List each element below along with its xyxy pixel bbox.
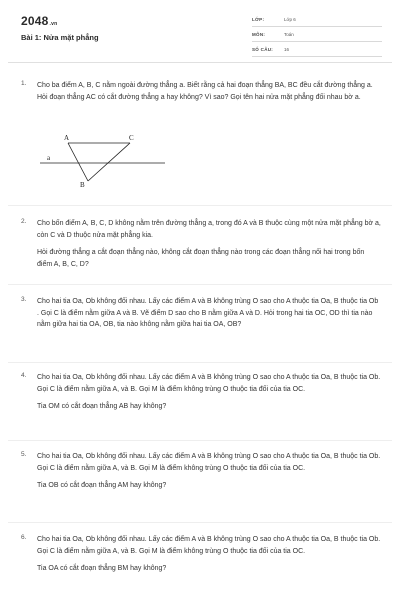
meta-info: [252, 14, 382, 59]
question-paragraph: Cho hai tia Oa, Ob không đối nhau. Lấy các điểm A và B không trùng O sao cho A thuộc tia Oa, B thuộc tia Ob. Gọi C là điểm nằm giữa A, và B. Gọi M là điểm không trùng O thuộc tia đối của tia OC.: [37, 453, 381, 472]
geometry-figure: [40, 132, 165, 194]
question-text: [37, 534, 381, 557]
question-text: [37, 80, 381, 103]
question-1: [21, 80, 381, 103]
label-C: C: [129, 134, 134, 142]
meta-row-subject: [252, 29, 382, 42]
question-6: [21, 534, 381, 575]
question-separator: [8, 284, 392, 285]
question-5: [21, 451, 381, 492]
page-header: [0, 0, 400, 68]
lesson-title: Bài 1: Nửa mặt phẳng: [21, 33, 99, 42]
segment-bc: [88, 143, 130, 181]
question-number: 2.: [21, 218, 27, 225]
question-paragraph: Cho hai tia Oa, Ob không đối nhau. Lấy các điểm A và B không trùng O sao cho A thuộc tia Oa, B thuộc tia Ob. Gọi C là điểm nằm giữa A, và B. Gọi M là điểm không trùng O thuộc tia đối của tia OC.: [37, 374, 381, 393]
meta-row-grade: [252, 14, 382, 27]
question-2: [21, 218, 381, 270]
header-divider: [8, 62, 392, 63]
logo-sub: .vn: [49, 21, 58, 27]
segment-ab: [68, 143, 88, 181]
question-sub: Tia OB có cắt đoạn thẳng AM hay không?: [37, 482, 167, 489]
logo-main: 2048: [21, 14, 49, 28]
question-separator: [8, 440, 392, 441]
question-paragraph: Cho hai tia Oa, Ob không đối nhau. Lấy các điểm A và B không trùng O sao cho A thuộc tia Oa, B thuộc tia Ob. Gọi C là điểm nằm giữa A, và B. Gọi M là điểm không trùng O thuộc tia đối của tia OC.: [37, 536, 381, 555]
question-paragraph: Cho ba điểm A, B, C nằm ngoài đường thẳng a. Biết rằng cả hai đoạn thẳng BA, BC đều cắt đường thẳng a. Hỏi đoạn thẳng AC có cắt đường thẳng a hay không? Vì sao? Gọi tên hai nửa mặt phẳng đối nhau bờ a.: [37, 82, 373, 101]
question-paragraph: Hỏi đường thẳng a cắt đoạn thẳng nào, không cắt đoạn thẳng nào trong các đoạn thẳng nối hai trong bốn điểm A, B, C, D?: [37, 249, 365, 268]
question-sub: Tia OM có cắt đoạn thẳng AB hay không?: [37, 403, 167, 410]
question-text: [37, 372, 381, 395]
question-paragraph: Cho hai tia Oa, Ob không đối nhau. Lấy các điểm A và B không trùng O sao cho A thuộc tia Oa, B thuộc tia Ob . Gọi C là điểm nằm giữa A và B. Vẽ điểm D sao cho B nằm giữa A và D. Hỏi trong hai tia OC, OD thì tia nào nằm giữa hai tia OA, OB, tia nào không nằm giữa hai tia OA, OB?: [37, 298, 379, 328]
label-a: a: [47, 154, 51, 162]
question-number: 5.: [21, 451, 27, 458]
meta-value: 16: [284, 47, 290, 52]
question-separator: [8, 522, 392, 523]
question-paragraph: Cho bốn điểm A, B, C, D không nằm trên đường thẳng a, trong đó A và B thuộc cùng một nửa mặt phẳng bờ a, còn C và D thuộc nửa mặt phẳng kia.: [37, 220, 381, 239]
site-logo[interactable]: [21, 14, 57, 28]
meta-value: Lớp 6: [284, 17, 296, 22]
question-number: 6.: [21, 534, 27, 541]
meta-value: Toán: [284, 32, 294, 37]
question-3: [21, 296, 381, 331]
question-separator: [8, 362, 392, 363]
label-A: A: [64, 134, 70, 142]
meta-row-count: [252, 44, 382, 57]
question-text: [37, 296, 381, 331]
question-sub: Tia OA có cắt đoạn thẳng BM hay không?: [37, 565, 167, 572]
question-text: [37, 451, 381, 474]
figure-svg: [40, 132, 165, 194]
question-4: [21, 372, 381, 413]
question-text: [37, 218, 381, 270]
label-B: B: [80, 181, 85, 189]
meta-label: SỐ CÂU:: [252, 47, 274, 52]
meta-label: MÔN:: [252, 32, 266, 37]
question-separator: [8, 205, 392, 206]
question-number: 4.: [21, 372, 27, 379]
question-number: 3.: [21, 296, 27, 303]
question-number: 1.: [21, 80, 27, 87]
meta-label: LỚP:: [252, 17, 265, 22]
